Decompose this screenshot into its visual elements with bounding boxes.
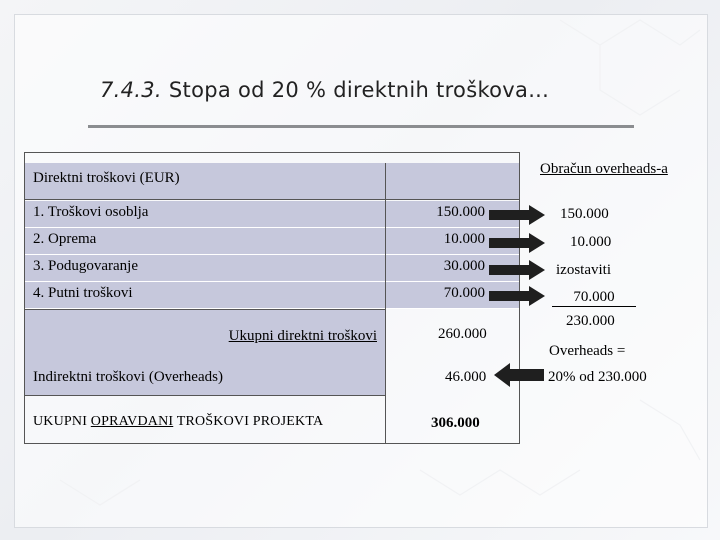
table-header-right — [385, 163, 519, 200]
row-value: 150.000 — [436, 204, 485, 220]
row-value: 30.000 — [443, 258, 485, 274]
row-label: 4. Putni troškovi — [33, 285, 133, 301]
subtotal-cell — [25, 309, 385, 363]
total-label-pre: UKUPNI — [33, 414, 91, 429]
row-label: 3. Podugovaranje — [33, 258, 138, 274]
slide-title — [100, 78, 549, 102]
calc-value: 150.000 — [560, 206, 609, 222]
title-text: Stopa od 20 % direktnih troškova... — [168, 78, 550, 102]
title-number: 7.4.3. — [100, 78, 162, 102]
subtotal-label: Ukupni direktni troškovi — [228, 328, 377, 344]
calc-overheads-formula: 20% od 230.000 — [548, 369, 647, 385]
table-row — [25, 228, 519, 255]
calc-value: 10.000 — [570, 234, 612, 250]
table-row — [25, 282, 519, 309]
right-arrow-icon — [489, 260, 545, 280]
calc-value-underlined: 70.000 — [552, 288, 636, 307]
calc-value: izostaviti — [556, 262, 611, 278]
calc-overheads-label: Overheads = — [549, 343, 626, 359]
row-value: 10.000 — [443, 231, 485, 247]
row-label: 2. Oprema — [33, 231, 97, 247]
total-label-underlined: OPRAVDANI — [90, 414, 174, 429]
row-value: 70.000 — [443, 285, 485, 301]
left-arrow-icon — [494, 363, 544, 387]
total-label — [33, 414, 323, 430]
indirect-label: Indirektni troškovi (Overheads) — [33, 369, 223, 385]
table-header-label: Direktni troškovi (EUR) — [33, 170, 180, 186]
table-row — [25, 201, 519, 228]
title-underline — [88, 125, 634, 128]
right-arrow-icon — [489, 205, 545, 225]
total-label-post: TROŠKOVI PROJEKTA — [173, 414, 324, 429]
calc-title: Obračun overheads-a — [540, 161, 668, 177]
calc-sum-value: 230.000 — [566, 313, 615, 329]
subtotal-value: 260.000 — [438, 326, 487, 342]
right-arrow-icon — [489, 233, 545, 253]
indirect-cell — [25, 362, 385, 396]
total-value: 306.000 — [431, 415, 480, 431]
table-column-divider — [385, 163, 386, 443]
cost-table — [24, 152, 520, 444]
right-arrow-icon — [489, 286, 545, 306]
indirect-value: 46.000 — [445, 369, 487, 385]
row-label: 1. Troškovi osoblja — [33, 204, 149, 220]
table-row — [25, 255, 519, 282]
